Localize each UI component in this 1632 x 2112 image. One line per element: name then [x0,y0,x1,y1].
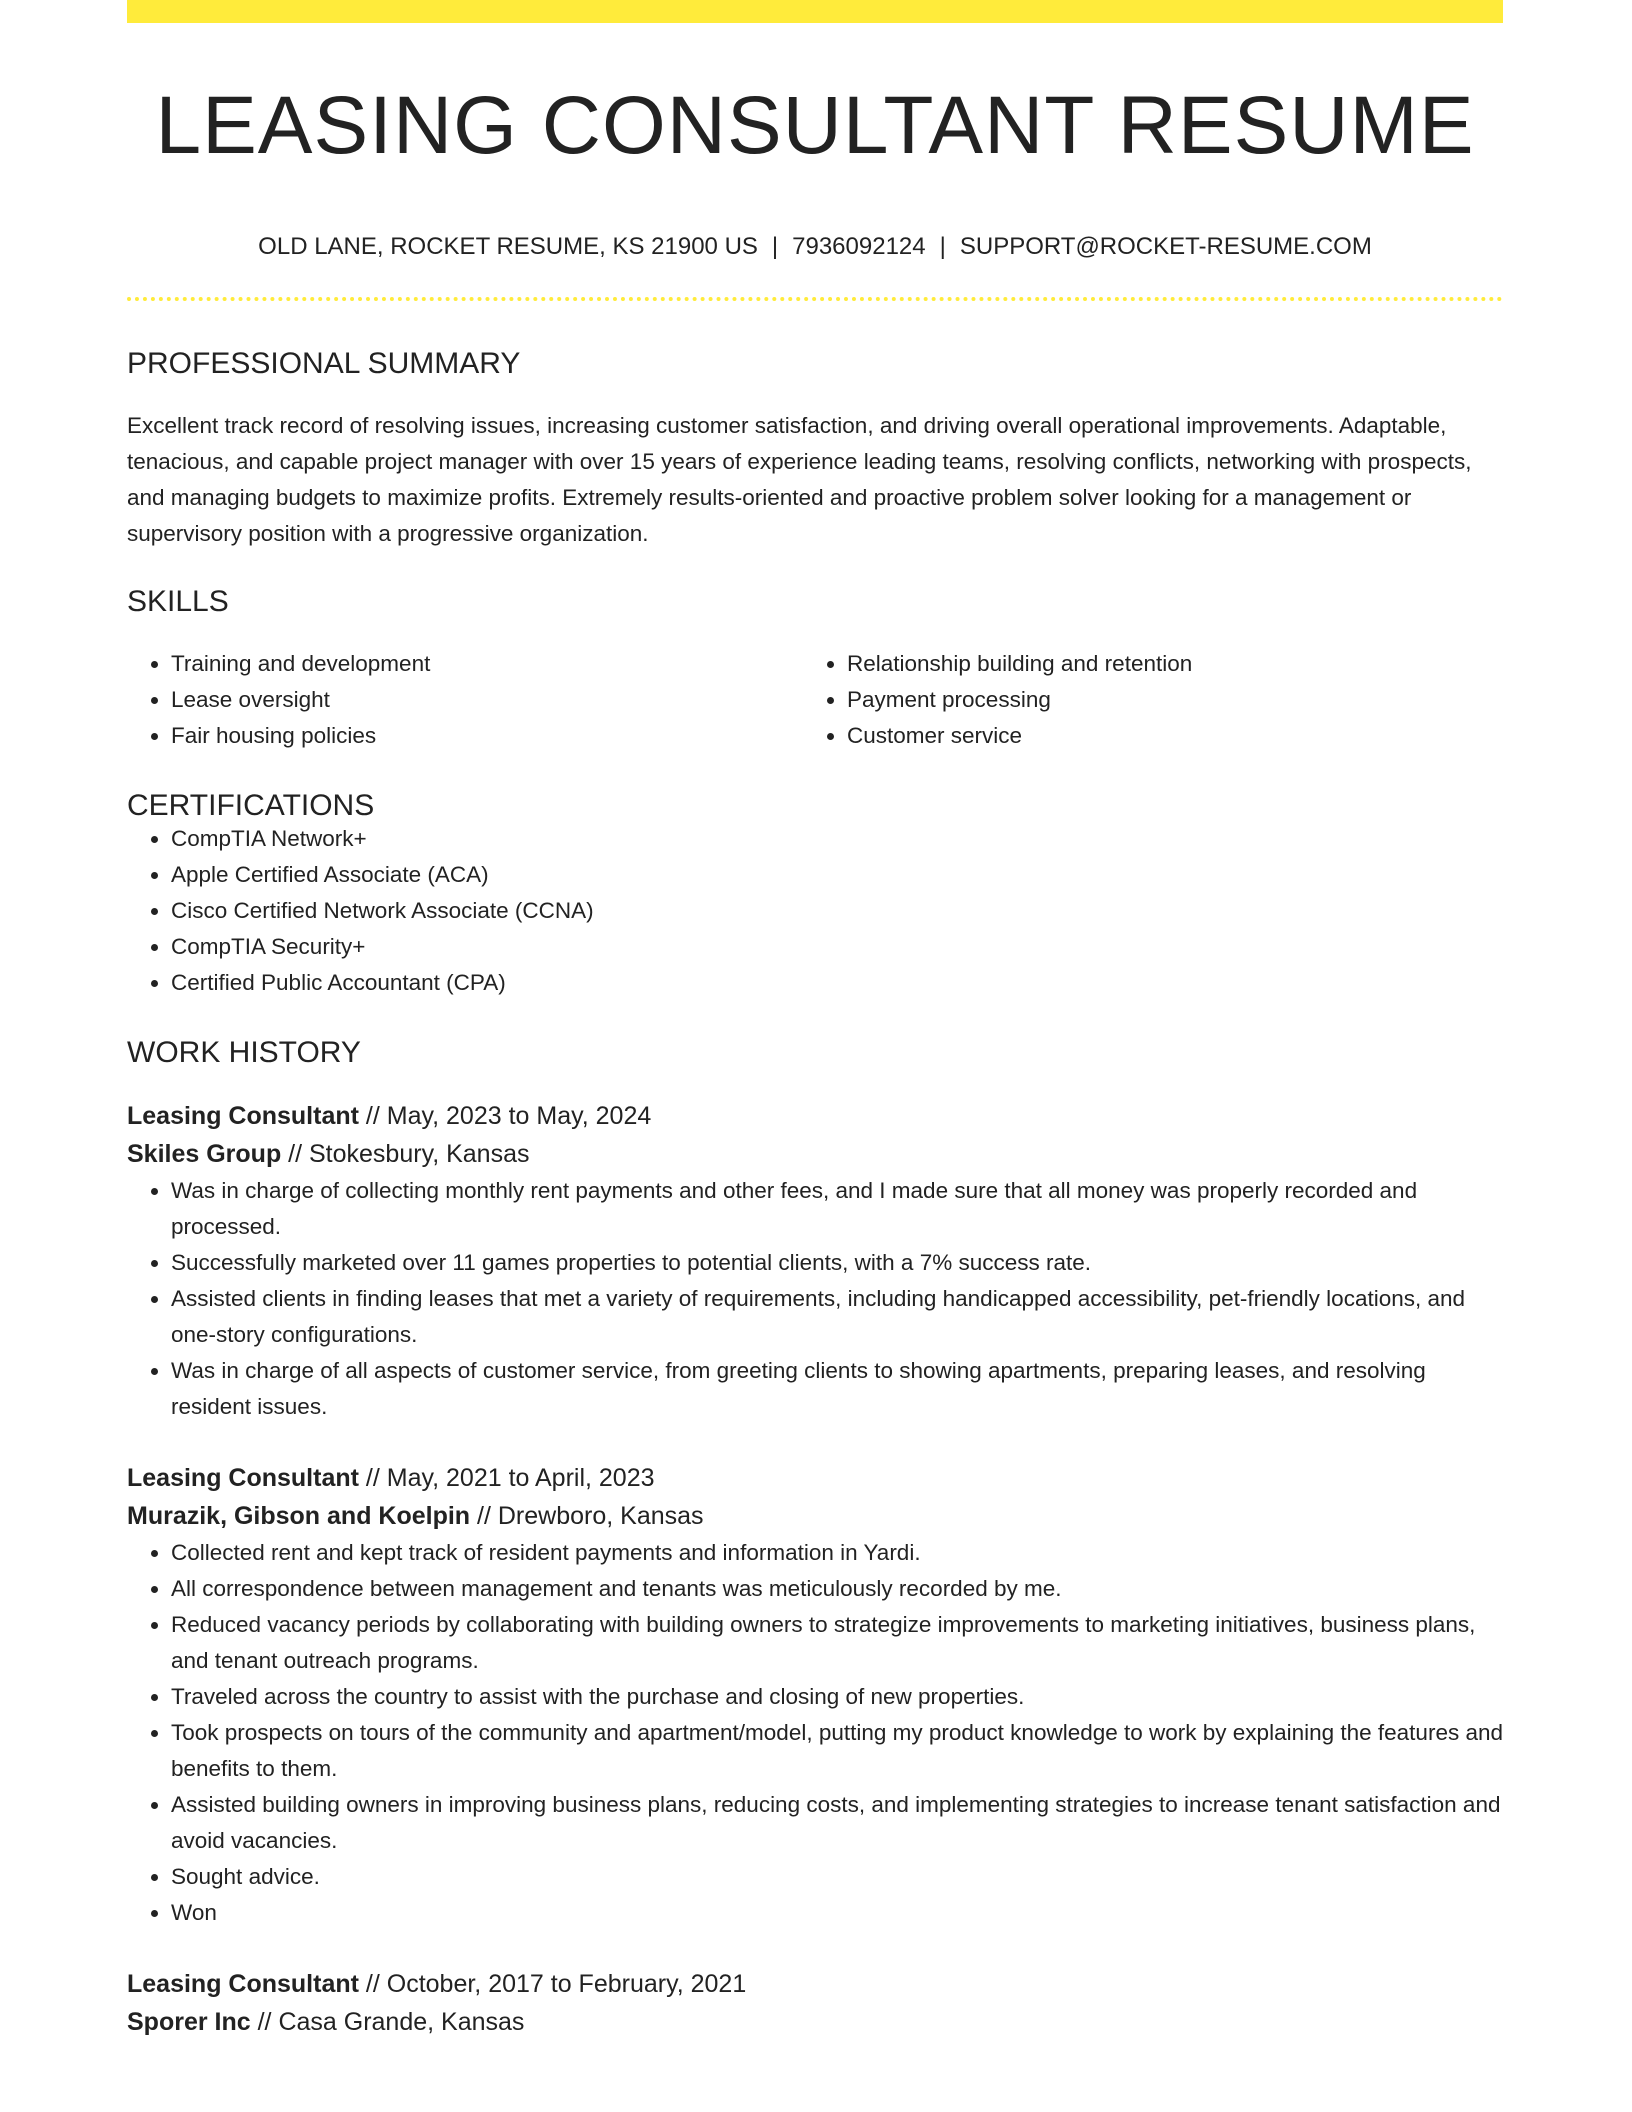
skills-heading: SKILLS [127,585,229,618]
job-bullet: • Was in charge of all aspects of customer service, from greeting clients to showing apartments, preparing leases, and resolving resident issues. [171,1353,1503,1425]
job-bullet: • Successfully marketed over 11 games properties to potential clients, with a 7% success rate. [171,1245,1503,1281]
skills-grid [127,646,1503,754]
job-bullet: • Sought advice. [171,1859,1503,1895]
contact-separator: | [771,233,779,260]
contact-phone: 7936092124 [792,233,926,260]
job-company: Skiles Group [127,1140,282,1168]
job-title-line [127,1459,1503,1497]
skill-item: • Fair housing policies [171,718,803,754]
resume-title: LEASING CONSULTANT RESUME [155,80,1475,171]
job-entry [127,1097,1503,1425]
certification-item: • Apple Certified Associate (ACA) [171,857,1503,893]
job-entry [127,1965,1503,2041]
job-company-line [127,2003,1503,2041]
skills-list-right [803,646,1479,754]
job-title: Leasing Consultant [127,1102,359,1130]
skill-item: • Relationship building and retention [847,646,1479,682]
job-bullets [127,1535,1503,1931]
summary-text: Excellent track record of resolving issues, increasing customer satisfaction, and driving overall operational improvements. Adaptable, tenacious, and capable project manager with over 15 years of experience leading teams, resolving conflicts, networking with prospects, and managing budgets to maximize profits. Extremely results-oriented and proactive problem solver looking for a management or supervisory position with a progressive organization. [127,413,1472,546]
job-company: Murazik, Gibson and Koelpin [127,1502,471,1530]
job-title: Leasing Consultant [127,1970,359,1998]
job-entry [127,1459,1503,1931]
job-location: // Casa Grande, Kansas [250,2008,525,2036]
certifications-heading: CERTIFICATIONS [127,789,375,822]
certification-item: • Certified Public Accountant (CPA) [171,965,1503,1001]
skills-column-right [803,646,1479,754]
skills-column-left [127,646,803,754]
contact-address: OLD LANE, ROCKET RESUME, KS 21900 US [258,233,758,260]
job-company-line [127,1497,1503,1535]
job-bullet: • Took prospects on tours of the community and apartment/model, putting my product knowledge to work by explaining the features and benefits to them. [171,1715,1503,1787]
certification-item: • Cisco Certified Network Associate (CCNA) [171,893,1503,929]
job-location: // Stokesbury, Kansas [281,1140,530,1168]
skill-item: • Lease oversight [171,682,803,718]
job-title-line [127,1965,1503,2003]
job-bullet: • Traveled across the country to assist with the purchase and closing of new properties. [171,1679,1503,1715]
job-bullets [127,1173,1503,1425]
skill-item: • Training and development [171,646,803,682]
skill-item: • Payment processing [847,682,1479,718]
job-bullet: • Reduced vacancy periods by collaborating with building owners to strategize improvements to marketing initiatives, business plans, and tenant outreach programs. [171,1607,1503,1679]
job-title-line [127,1097,1503,1135]
contact-separator: | [939,233,946,260]
job-company: Sporer Inc [127,2008,251,2036]
certifications-list [127,821,1503,1001]
summary-heading: PROFESSIONAL SUMMARY [127,347,521,380]
skills-list-left [127,646,803,754]
work-history-heading: WORK HISTORY [127,1036,361,1069]
job-bullet: • Collected rent and kept track of resident payments and information in Yardi. [171,1535,1503,1571]
job-bullet: • Was in charge of collecting monthly rent payments and other fees, and I made sure that all money was properly recorded and processed. [171,1173,1503,1245]
certification-item: • CompTIA Network+ [171,821,1503,857]
job-dates: // May, 2021 to April, 2023 [358,1464,655,1492]
job-title: Leasing Consultant [127,1464,359,1492]
contact-line [127,235,1503,259]
job-dates: // October, 2017 to February, 2021 [358,1970,747,1998]
skill-item: • Customer service [847,718,1479,754]
job-bullet: • Assisted building owners in improving business plans, reducing costs, and implementing strategies to increase tenant satisfaction and avoid vacancies. [171,1787,1503,1859]
job-bullet: • Assisted clients in finding leases that met a variety of requirements, including handicapped accessibility, pet-friendly locations, and one-story configurations. [171,1281,1503,1353]
certification-item: • CompTIA Security+ [171,929,1503,965]
contact-email: SUPPORT@ROCKET-RESUME.COM [959,233,1372,260]
job-bullet: • All correspondence between management and tenants was meticulously recorded by me. [171,1571,1503,1607]
top-accent-bar [127,0,1503,23]
job-bullet: • Won [171,1895,1503,1931]
job-company-line [127,1135,1503,1173]
dotted-divider [127,297,1503,301]
job-dates: // May, 2023 to May, 2024 [358,1102,652,1130]
resume-page [127,0,1503,2041]
job-location: // Drewboro, Kansas [470,1502,704,1530]
